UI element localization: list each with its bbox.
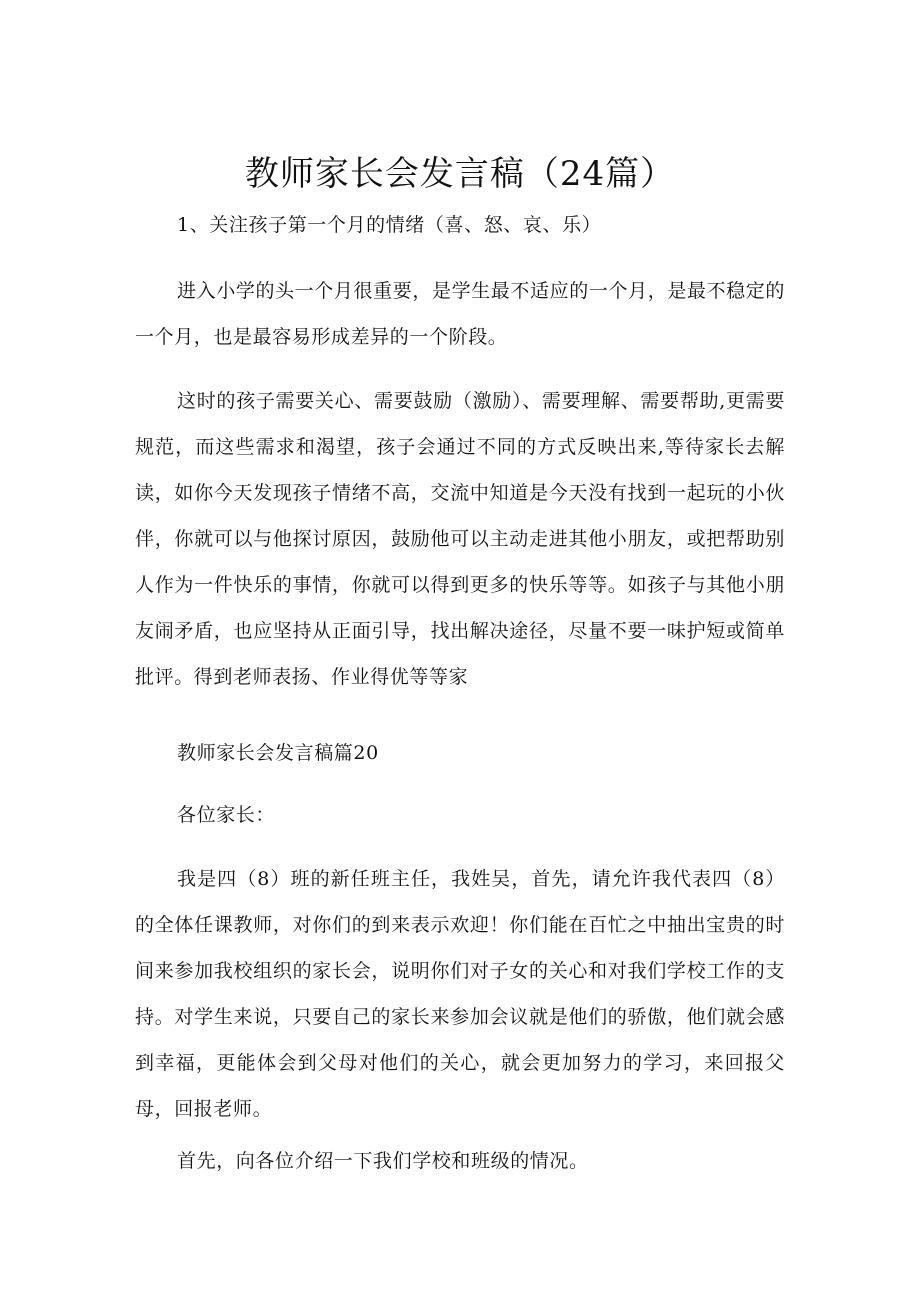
speech-paragraph-2: 首先，向各位介绍一下我们学校和班级的情况。 — [177, 1150, 589, 1172]
paragraph-2: 这时的孩子需要关心、需要鼓励（激励）、需要理解、需要帮助,更需要规范，而这些需求和渴望，孩子会通过不同的方式反映出来,等待家长去解读，如你今天发现孩子情绪不高，交流中知道是今天没有找到一起玩的小伙伴，你就可以与他探讨原因，鼓励他可以主动走进其他小朋友，或把帮助别人作为一件快乐的事情，你就可以得到更多的快乐等等。如孩子与其他小朋友闹矛盾，也应坚持从正面引导，找出解决途径，尽量不要一味护短或简单批评。得到老师表扬、作业得优等等家 — [135, 390, 785, 688]
speech-subtitle: 教师家长会发言稿篇20 — [177, 742, 379, 764]
section-heading: 1、关注孩子第一个月的情绪（喜、怒、哀、乐） — [177, 214, 602, 236]
document-title: 教师家长会发言稿（24篇） — [244, 154, 676, 194]
paragraph-1: 进入小学的头一个月很重要，是学生最不适应的一个月，是最不稳定的一个月，也是最容易形成差异的一个阶段。 — [135, 280, 785, 348]
speech-paragraph-1: 我是四（8）班的新任班主任，我姓吴，首先，请允许我代表四（8）的全体任课教师，对你们的到来表示欢迎！你们能在百忙之中抽出宝贵的时间来参加我校组织的家长会，说明你们对子女的关心和对我们学校工作的支持。对学生来说，只要自己的家长来参加会议就是他们的骄傲，他们就会感到幸福，更能体会到父母对他们的关心，就会更加努力的学习，来回报父母，回报老师。 — [135, 868, 785, 1120]
greeting: 各位家长： — [177, 804, 276, 826]
